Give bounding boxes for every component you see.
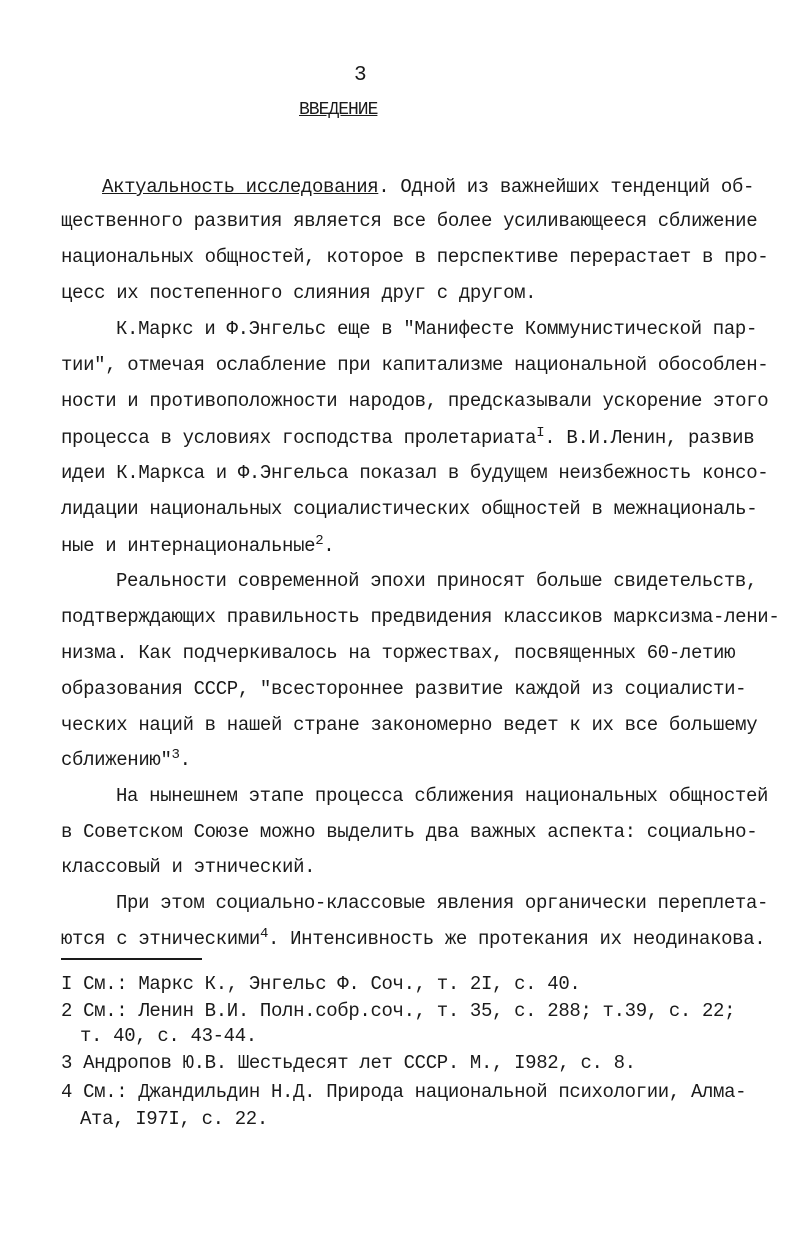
footnote-4-cont [0,1104,795,1134]
text: I См.: Маркс К., Энгельс Ф. Соч., т. 2I, с. 40. [61,973,581,995]
paragraph-2-line [0,494,795,524]
text: подтверждающих правильность предвидения классиков марксизма-лени- [61,606,780,628]
page-number: 3 [354,64,367,87]
paragraph-3-line [0,602,795,632]
paragraph-3-line [0,710,795,740]
paragraph-5-line [0,888,795,918]
text: тии", отмечая ослабление при капитализме национальной обособлен- [61,354,769,376]
paragraph-1-line [0,172,795,202]
text: 2 См.: Ленин В.И. Полн.собр.соч., т. 35, с. 288; т.39, с. 22; [61,1000,736,1022]
text: ности и противоположности народов, предсказывали ускорение этого [61,390,769,412]
footnote-ref: I [536,425,545,441]
paragraph-4-line [0,817,795,847]
paragraph-4-line [0,781,795,811]
paragraph-3-line [0,745,795,775]
text: идеи К.Маркса и Ф.Энгельса показал в будущем неизбежность консо- [61,462,769,484]
text: образования СССР, "всестороннее развитие каждой из социалисти- [61,678,747,700]
text: . [179,749,191,771]
text: ческих наций в нашей стране закономерно ведет к их все большему [61,714,758,736]
text: т. 40, с. 43-44. [80,1025,257,1047]
text: . В.И.Ленин, развив [544,427,755,449]
text: При этом социально-классовые явления органически переплета- [116,892,769,914]
paragraph-2-line [0,423,795,453]
paragraph-1-line [0,206,795,236]
text: низма. Как подчеркивалось на торжествах, посвященных 60-летию [61,642,736,664]
paragraph-5-line [0,924,795,954]
text: щественного развития является все более усиливающееся сближение [61,210,758,232]
text: в Советском Союзе можно выделить два важных аспекта: социально- [61,821,758,843]
text: 4 См.: Джандильдин Н.Д. Природа национальной психологии, Алма- [61,1081,747,1103]
text: . Интенсивность же протекания их неодинакова. [268,928,766,950]
footnote-3 [0,1048,795,1078]
text: лидации национальных социалистических общностей в межнациональ- [61,498,758,520]
text: цесс их постепенного слияния друг с другом. [61,282,537,304]
text: К.Маркс и Ф.Энгельс еще в "Манифесте Коммунистической пар- [116,318,758,340]
paragraph-2-line [0,314,795,344]
text: Ата, I97I, с. 22. [80,1108,268,1130]
paragraph-3-line [0,566,795,596]
footnote-1 [0,969,795,999]
text: национальных общностей, которое в перспективе перерастает в про- [61,246,769,268]
text: . Одной из важнейших тенденций об- [378,176,755,198]
text: ные и интернациональные [61,535,316,557]
paragraph-2-line [0,531,795,561]
paragraph-3-line [0,638,795,668]
footnote-divider [61,958,202,960]
section-heading: ВВЕДЕНИЕ [299,100,378,120]
text: ются с этническими [61,928,260,950]
section-title: Актуальность исследования [102,176,379,198]
paragraph-2-line [0,386,795,416]
text: 3 Андропов Ю.В. Шестьдесят лет СССР. М., I982, с. 8. [61,1052,636,1074]
footnote-ref: 4 [259,926,268,942]
text: На нынешнем этапе процесса сближения национальных общностей [116,785,769,807]
footnote-2-cont [0,1021,795,1051]
paragraph-4-line [0,852,795,882]
paragraph-3-line [0,674,795,704]
footnote-4 [0,1077,795,1107]
paragraph-2-line [0,350,795,380]
footnote-ref: 3 [171,747,180,763]
paragraph-1-line [0,278,795,308]
text: процесса в условиях господства пролетариата [61,427,537,449]
text: Реальности современной эпохи приносят больше свидетельств, [116,570,758,592]
paragraph-1-line [0,242,795,272]
text: сближению" [61,749,172,771]
footnote-ref: 2 [315,533,324,549]
text: . [323,535,335,557]
text: классовый и этнический. [61,856,316,878]
paragraph-2-line [0,458,795,488]
